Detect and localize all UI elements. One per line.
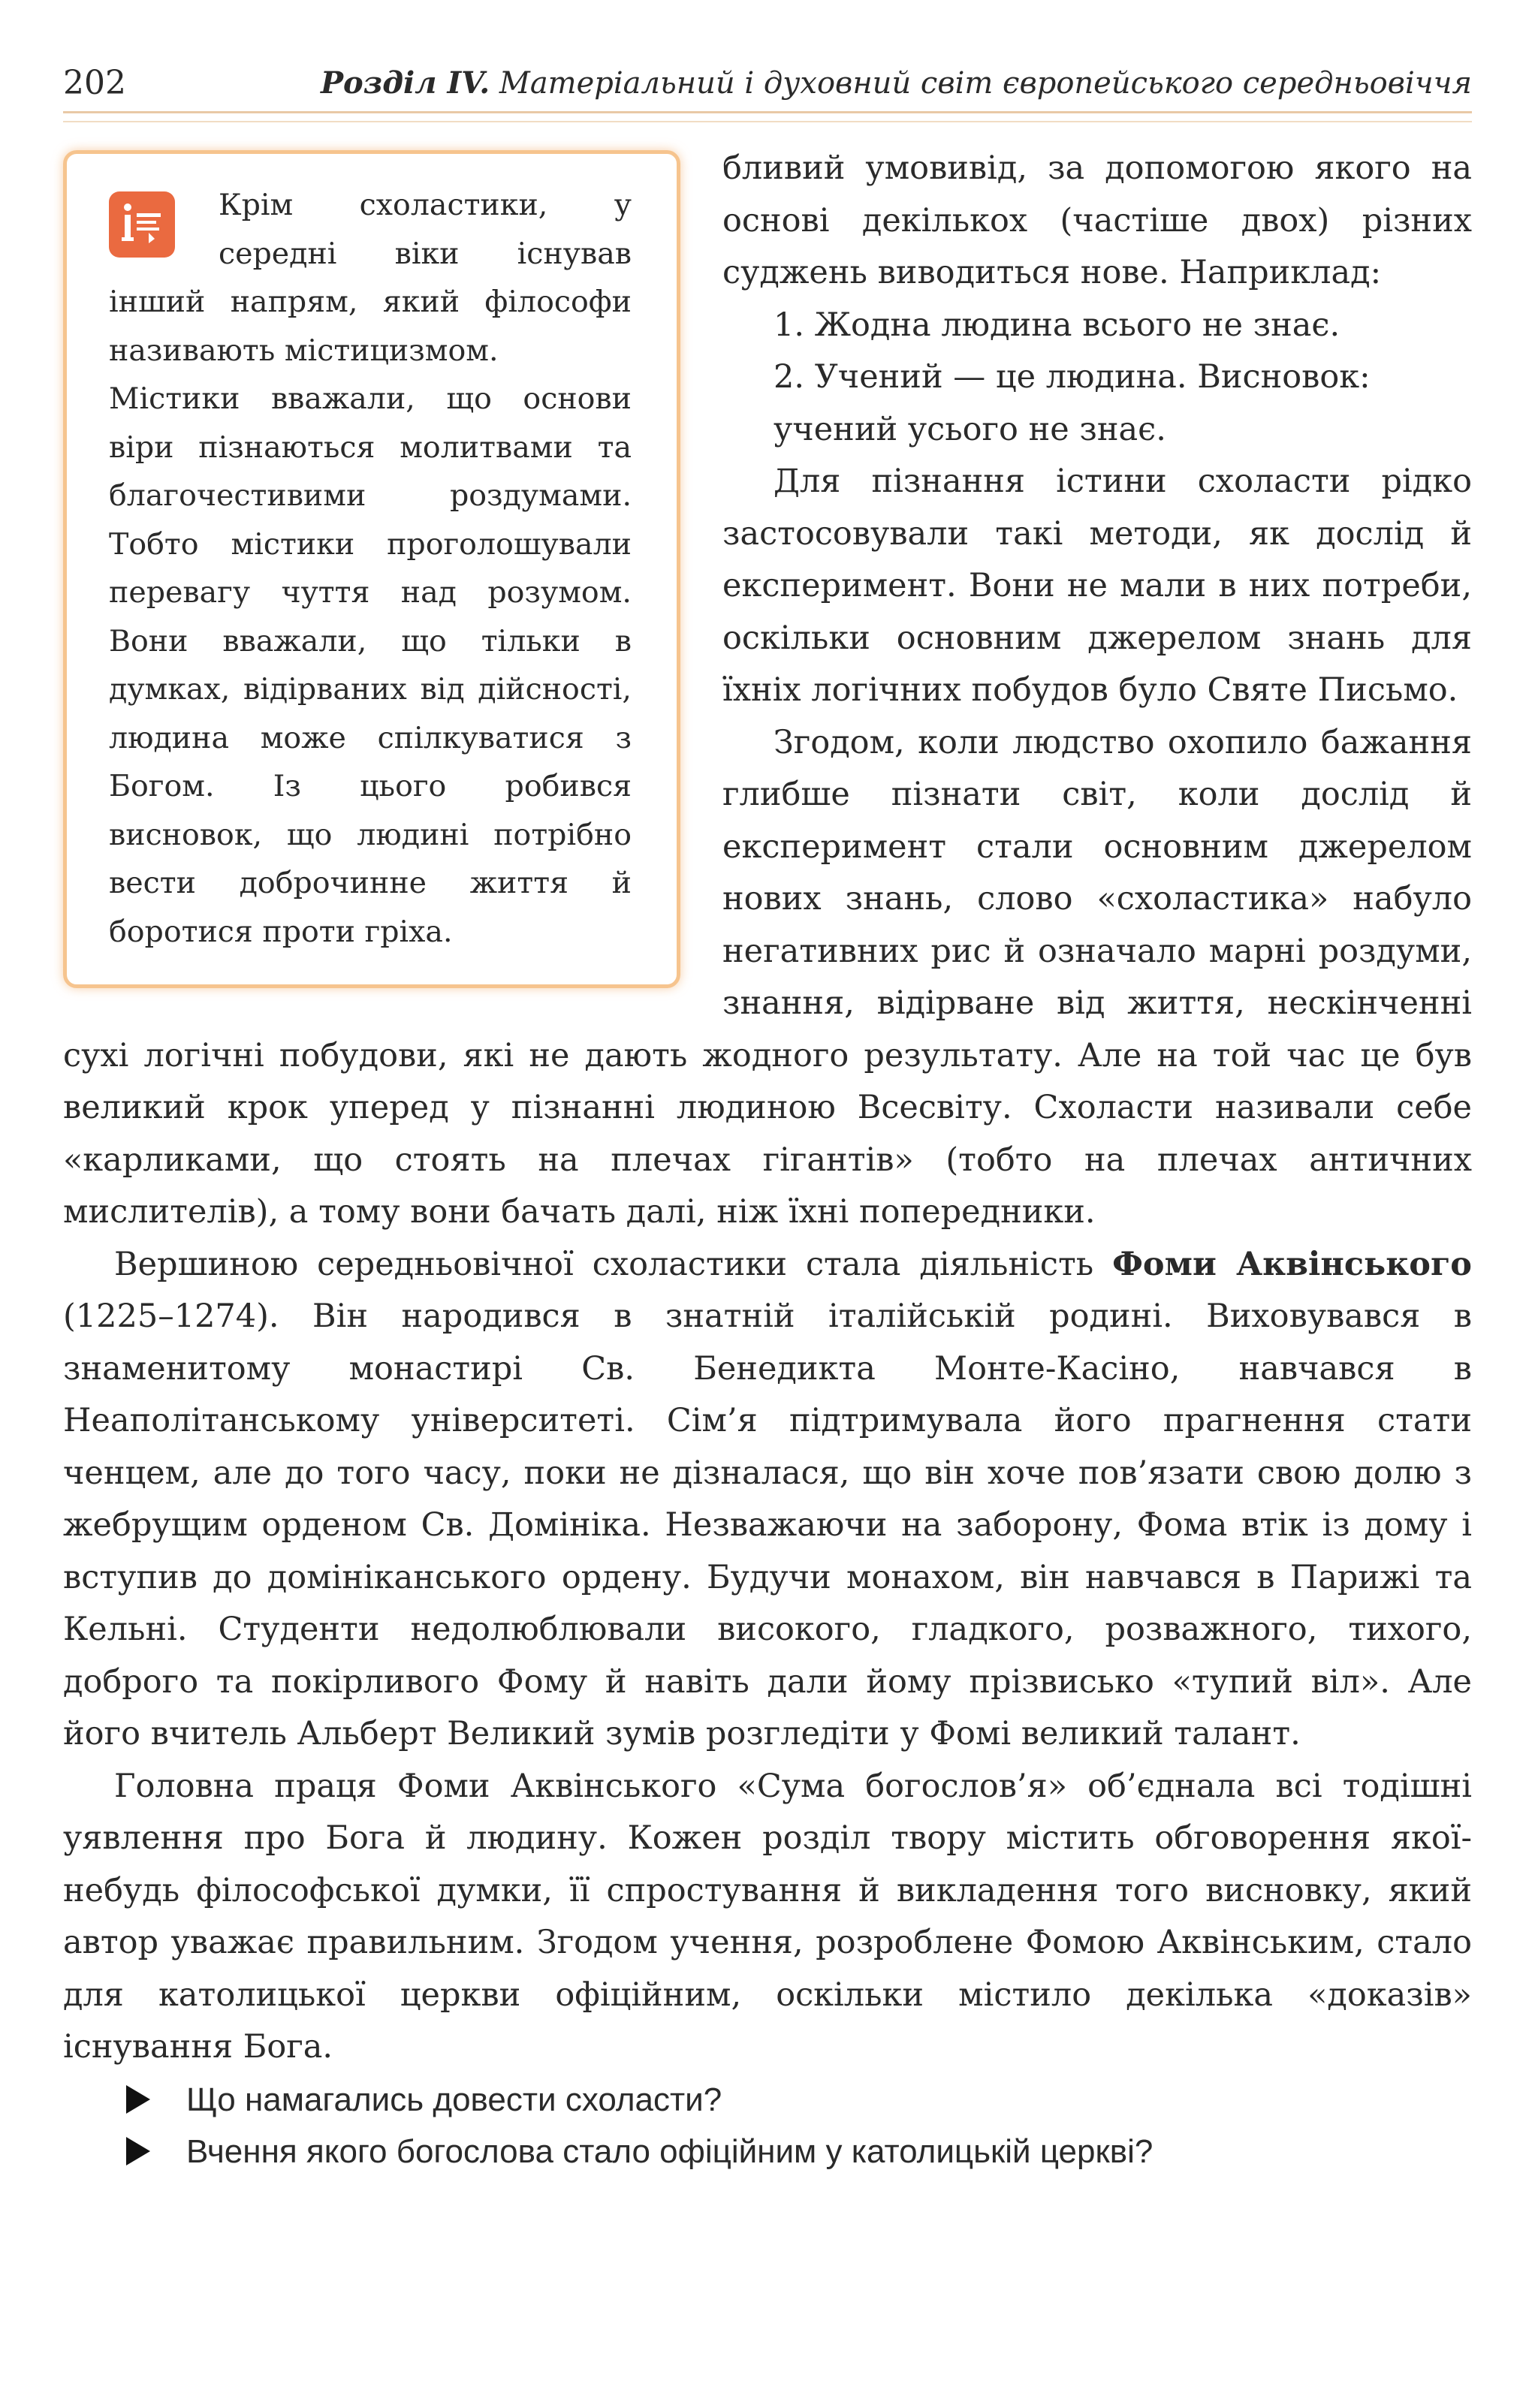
paragraph-3: Згодом, коли людство охопило бажання глибше пізнати світ, коли дослід й експеримент стали основним джерелом нових знань, слово «схоластика» набуло негативних рис й означало марні роздуми, знання, відірване від життя, нескінченні сухі логічні побудови, які не дають жодного результату. Але на той час це був великий крок уперед у пізнанні людиною Всесвіту. Схоласти називали себе «карликами, що стоять на плечах гігантів» (тобто на плечах античних мислителів), а тому вони бачать далі, ніж їхні попередники. xyxy=(63,723,1472,1231)
question-1 xyxy=(126,2074,1472,2126)
list-item-1: 1. Жодна людина всього не знає. xyxy=(774,306,1340,344)
question-2 xyxy=(126,2126,1472,2177)
paragraph-5: Головна праця Фоми Аквінського «Сума богослов’я» об’єднала всі тодішні уявлення про Бога й людину. Кожен розділ твору містить обговорення якої-небудь філософської думки, її спростування й викладення того висновку, який автор уважає правильним. Згодом учення, розроблене Фомою Аквінським, стало для католицької церкви офіційним, оскільки містило декілька «доказів» існування Бога. xyxy=(63,1767,1472,2066)
sidebar-paragraph-1: Крім схоластики, у середні віки існував інший напрям, який філософи називають містицизмом. xyxy=(109,188,632,368)
info-sidebar xyxy=(63,150,680,988)
paragraph-2: Для пізнання істини схоласти рідко застосовували такі методи, як дослід й експеримент. Вони не мали в них потреби, оскільки основним джерелом знань для їхніх логічних побудов було Святе Письмо. xyxy=(722,463,1472,709)
chapter-title: Матеріальний і духовний світ європейського середньовіччя xyxy=(499,65,1472,101)
paragraph-4-end: (1225–1274). Він народився в знатній італійській родині. Виховувався в знаменитому монастирі Св. Бенедикта Монте-Касіно, навчався в Неаполітанському університеті. Сім’я підтримувала його прагнення стати ченцем, але до того часу, поки не дізналася, що він хоче пов’язати свою долю з жебрущим орденом Св. Домініка. Незважаючи на заборону, Фома втік із дому і вступив до домініканського ордену. Будучи монахом, він навчався в Парижі та Кельні. Студенти недолюблювали високого, гладкого, розважного, тихого, доброго та покірливого Фому й навіть дали йому прізвисько «тупий віл». Але його вчитель Альберт Великий зумів розгледіти у Фомі великий талант. xyxy=(63,1297,1472,1753)
paragraph-4-start: Вершиною середньовічної схоластики стала діяльність xyxy=(114,1245,1113,1283)
paragraph-1: бливий умовивід, за допомогою якого на основі декількох (частіше двох) різних суджень виводиться нове. Наприклад: xyxy=(722,149,1472,291)
question-2-text: Вчення якого богослова стало офіційним у католицькій церкві? xyxy=(186,2132,1154,2170)
list-item-2: 2. Учений — це людина. Висновок: xyxy=(774,358,1371,396)
question-1-text: Що намагались довести схоласти? xyxy=(186,2081,722,2118)
sidebar-paragraph-2: Містики вважали, що основи віри пізнаються молитвами та благочестивими роздумами. Тобто містики проголошували перевагу чуття над розумом. Вони вважали, що тільки в думках, відірваних від дійсності, людина може спілкуватися з Богом. Із цього робився висновок, що людині потрібно вести доброчинне життя й боротися проти гріха. xyxy=(109,381,632,949)
thomas-aquinas-name: Фоми Аквінського xyxy=(1112,1245,1472,1283)
info-icon xyxy=(109,191,175,258)
page-content xyxy=(63,143,1472,2177)
list-item-2-continuation: учений усього не знає. xyxy=(774,410,1166,448)
triangle-bullet-icon xyxy=(126,2085,150,2114)
header-rule xyxy=(63,111,1472,122)
page-header xyxy=(63,60,1472,105)
running-head xyxy=(321,65,1472,101)
page-number: 202 xyxy=(63,63,126,102)
chapter-label: Розділ IV. xyxy=(320,65,490,101)
paragraph-4 xyxy=(63,1239,1472,1761)
triangle-bullet-icon xyxy=(126,2137,150,2165)
